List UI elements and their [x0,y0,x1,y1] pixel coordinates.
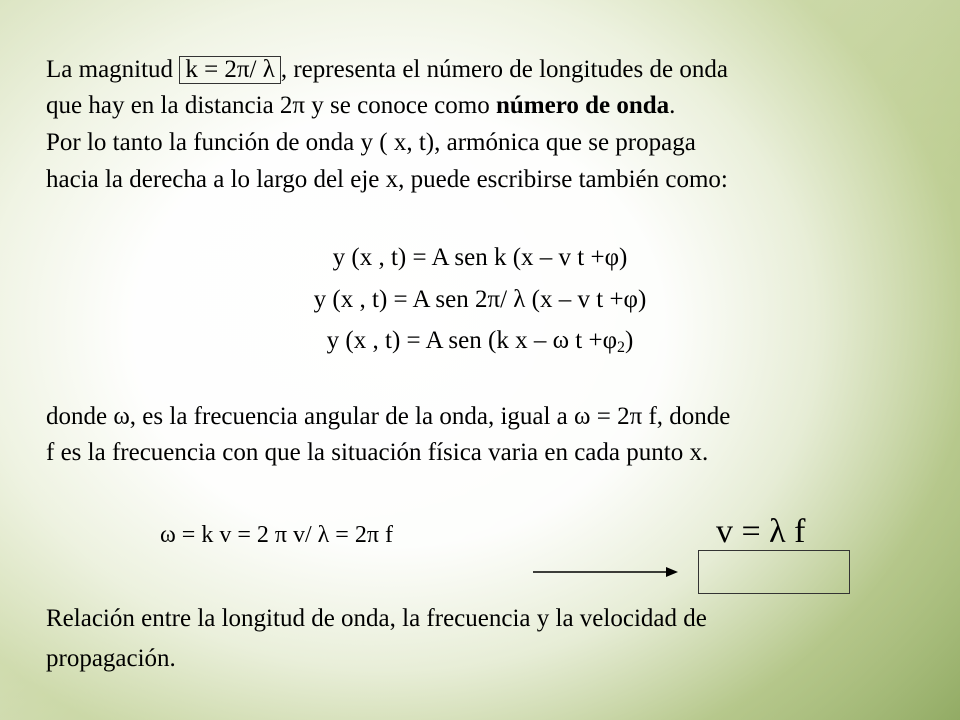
text-fragment: La magnitud [46,56,180,83]
para1-line2 [46,91,675,121]
para1-line4: hacia la derecha a lo largo del eje x, puede escribirse también como: [46,166,728,193]
para3-line1: Relación entre la longitud de onda, la frecuencia y la velocidad de [46,605,707,632]
wavenumber-formula: k = 2π/ λ [185,56,275,83]
para1-line1 [46,55,728,85]
para3-line2: propagación. [46,645,176,672]
equation-3-subscript: 2 [617,339,625,356]
para1-line3: Por lo tanto la función de onda y ( x, t), armónica que se propaga [46,129,696,156]
text-fragment: . [669,92,676,119]
term-numero-de-onda: número de onda [495,92,670,119]
equation-3-main: y (x , t) = A sen (k x – ω t +φ [326,327,617,354]
arrow-icon [533,564,678,580]
para2-line1: donde ω, es la frecuencia angular de la onda, igual a ω = 2π f, donde [46,403,731,430]
equation-3 [0,326,960,356]
velocity-relation: v = λ f [716,513,806,550]
text-fragment: , representa el número de longitudes de onda [280,56,728,83]
highlight-box [698,550,850,594]
omega-relation: ω = k v = 2 π v/ λ = 2π f [160,522,393,548]
para2-line2: f es la frecuencia con que la situación física varia en cada punto x. [46,439,709,466]
equation-2: y (x , t) = A sen 2π/ λ (x – v t +φ) [313,286,647,313]
equation-1: y (x , t) = A sen k (x – v t +φ) [332,244,628,271]
wavenumber-box [179,56,281,84]
text-fragment: que hay en la distancia 2π y se conoce como [46,92,496,119]
equation-3-end: ) [625,327,634,354]
